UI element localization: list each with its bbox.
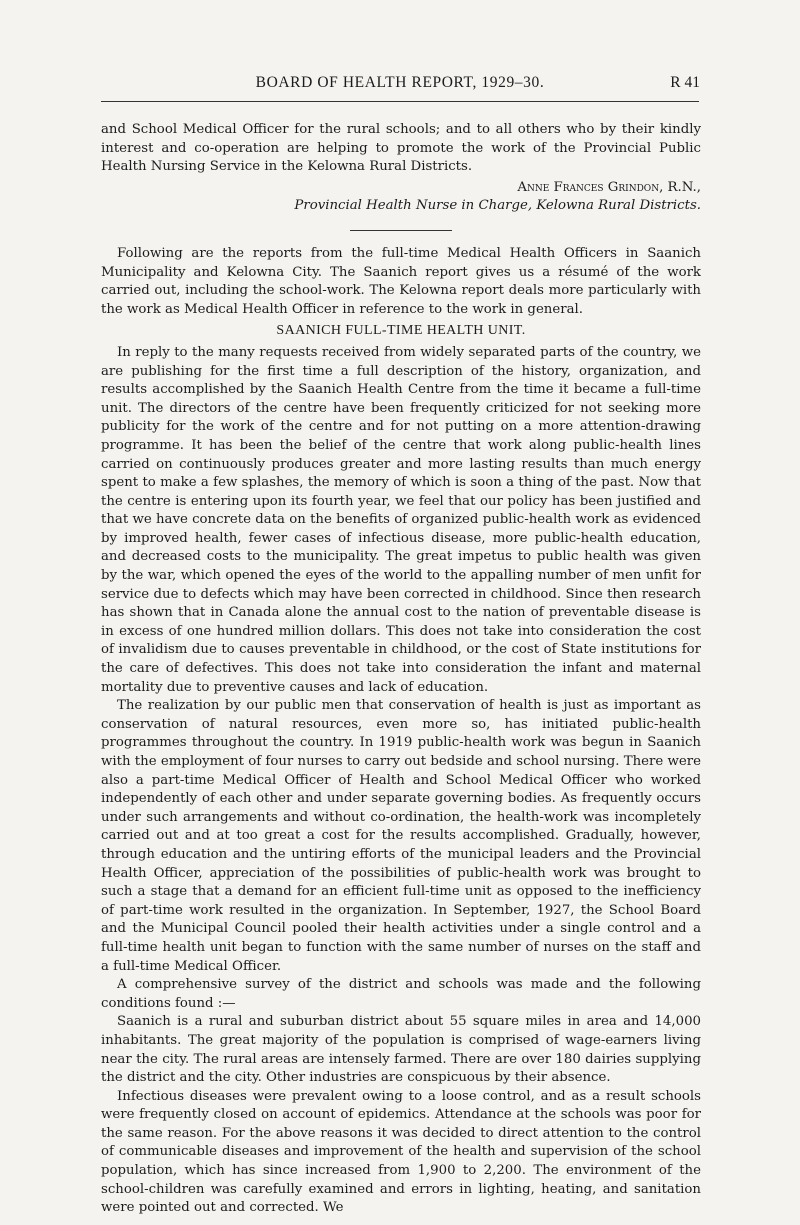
body-text — [101, 121, 701, 1218]
section-heading: SAANICH FULL-TIME HEALTH UNIT. — [276, 323, 526, 339]
page-header — [100, 74, 700, 94]
section-divider — [350, 230, 452, 231]
signature-title: Provincial Health Nurse in Charge, Kelowna Rural Districts. — [294, 198, 701, 214]
paragraph-realization: The realization by our public men that conservation of health is just as important as conservation of natural resources, even more so, has initiated public-health programmes throughout the country. In 1919 public-health work was begun in Saanich with the employment of four nurses to carry out bedside and school nursing. There were also a part-time Medical Officer of Health and School Medical Officer who worked independently of each other and under separate governing bodies. As frequently occurs under such arrangements and without co-ordination, the health-work was incompletely carried out and at too great a cost for the results accomplished. Gradually, however, through education and the untiring efforts of the municipal leaders and the Provincial Health Officer, appreciation of the possibilities of public-health work was brought to such a stage that a demand for an efficient full-time unit as opposed to the inefficiency of part-time work resulted in the organization. In September, 1927, the School Board and the Municipal Council pooled their health activities under a single control and a full-time health unit began to function with the same number of nurses on the staff and a full-time Medical Officer. — [101, 698, 701, 974]
running-title: BOARD OF HEALTH REPORT, 1929–30. — [255, 74, 545, 91]
intro-paragraph: and School Medical Officer for the rural schools; and to all others who by their kindly interest and co-operation are helping to promote the work of the Provincial Public Health Nursing Service in the Kelowna Rural Districts. — [101, 122, 701, 175]
paragraph-survey: A comprehensive survey of the district and schools was made and the following conditions found :— — [101, 977, 701, 1011]
paragraph-history: In reply to the many requests received from widely separated parts of the country, we are publishing for the first time a full description of the history, organization, and results accomplished by the Saanich Health Centre from the time it became a full-time unit. The directors of the centre have been frequently criticized for not seeking more publicity for the work of the centre and for not putting on a more attention-drawing programme. It has been the belief of the centre that work along public-health lines carried on continuously produces greater and more lasting results than much energy spent to make a few splashes, the memory of which is soon a thing of the past. Now that the centre is entering upon its fourth year, we feel that our policy has been justified and that we have concrete data on the benefits of organized public-health work as evidenced by improved health, fewer cases of infectious disease, more public-health education, and decreased costs to the municipality. The great impetus to public health was given by the war, which opened the eyes of the world to the appalling number of men unfit for service due to defects which may have been corrected in childhood. Since then research has shown that in Canada alone the annual cost to the nation of preventable disease is in excess of one hundred million dollars. This does not take into consideration the cost of invalidism due to causes preventable in childhood, or the cost of State institutions for the care of defectives. This does not take into consideration the infant and maternal mortality due to preventive causes and lack of education. — [101, 344, 701, 695]
header-rule — [101, 101, 699, 102]
following-paragraph: Following are the reports from the full-time Medical Health Officers in Saanich Municipality and Kelowna City. The Saanich report gives us a résumé of the work carried out, including the school-work. The Kelowna report deals more particularly with the work as Medical Health Officer in reference to the work in general. — [101, 245, 701, 317]
paragraph-infectious: Infectious diseases were prevalent owing to a loose control, and as a result schools were frequently closed on account of epidemics. Attendance at the schools was poor for the same reason. For the above reasons it was decided to direct attention to the control of communicable diseases and improvement of the health and supervision of the school population, which has since increased from 1,900 to 2,200. The environment of the school-children was carefully examined and errors in lighting, heating, and sanitation were pointed out and corrected. We — [101, 1088, 701, 1216]
signature-name: Anne Frances Grindon, R.N., — [517, 179, 701, 195]
paragraph-district: Saanich is a rural and suburban district about 55 square miles in area and 14,000 inhabitants. The great majority of the population is comprised of wage-earners living near the city. The rural areas are intensely farmed. There are over 180 dairies supplying the district and the city. Other industries are conspicuous by their absence. — [101, 1014, 701, 1086]
page-number: R 41 — [670, 74, 700, 91]
